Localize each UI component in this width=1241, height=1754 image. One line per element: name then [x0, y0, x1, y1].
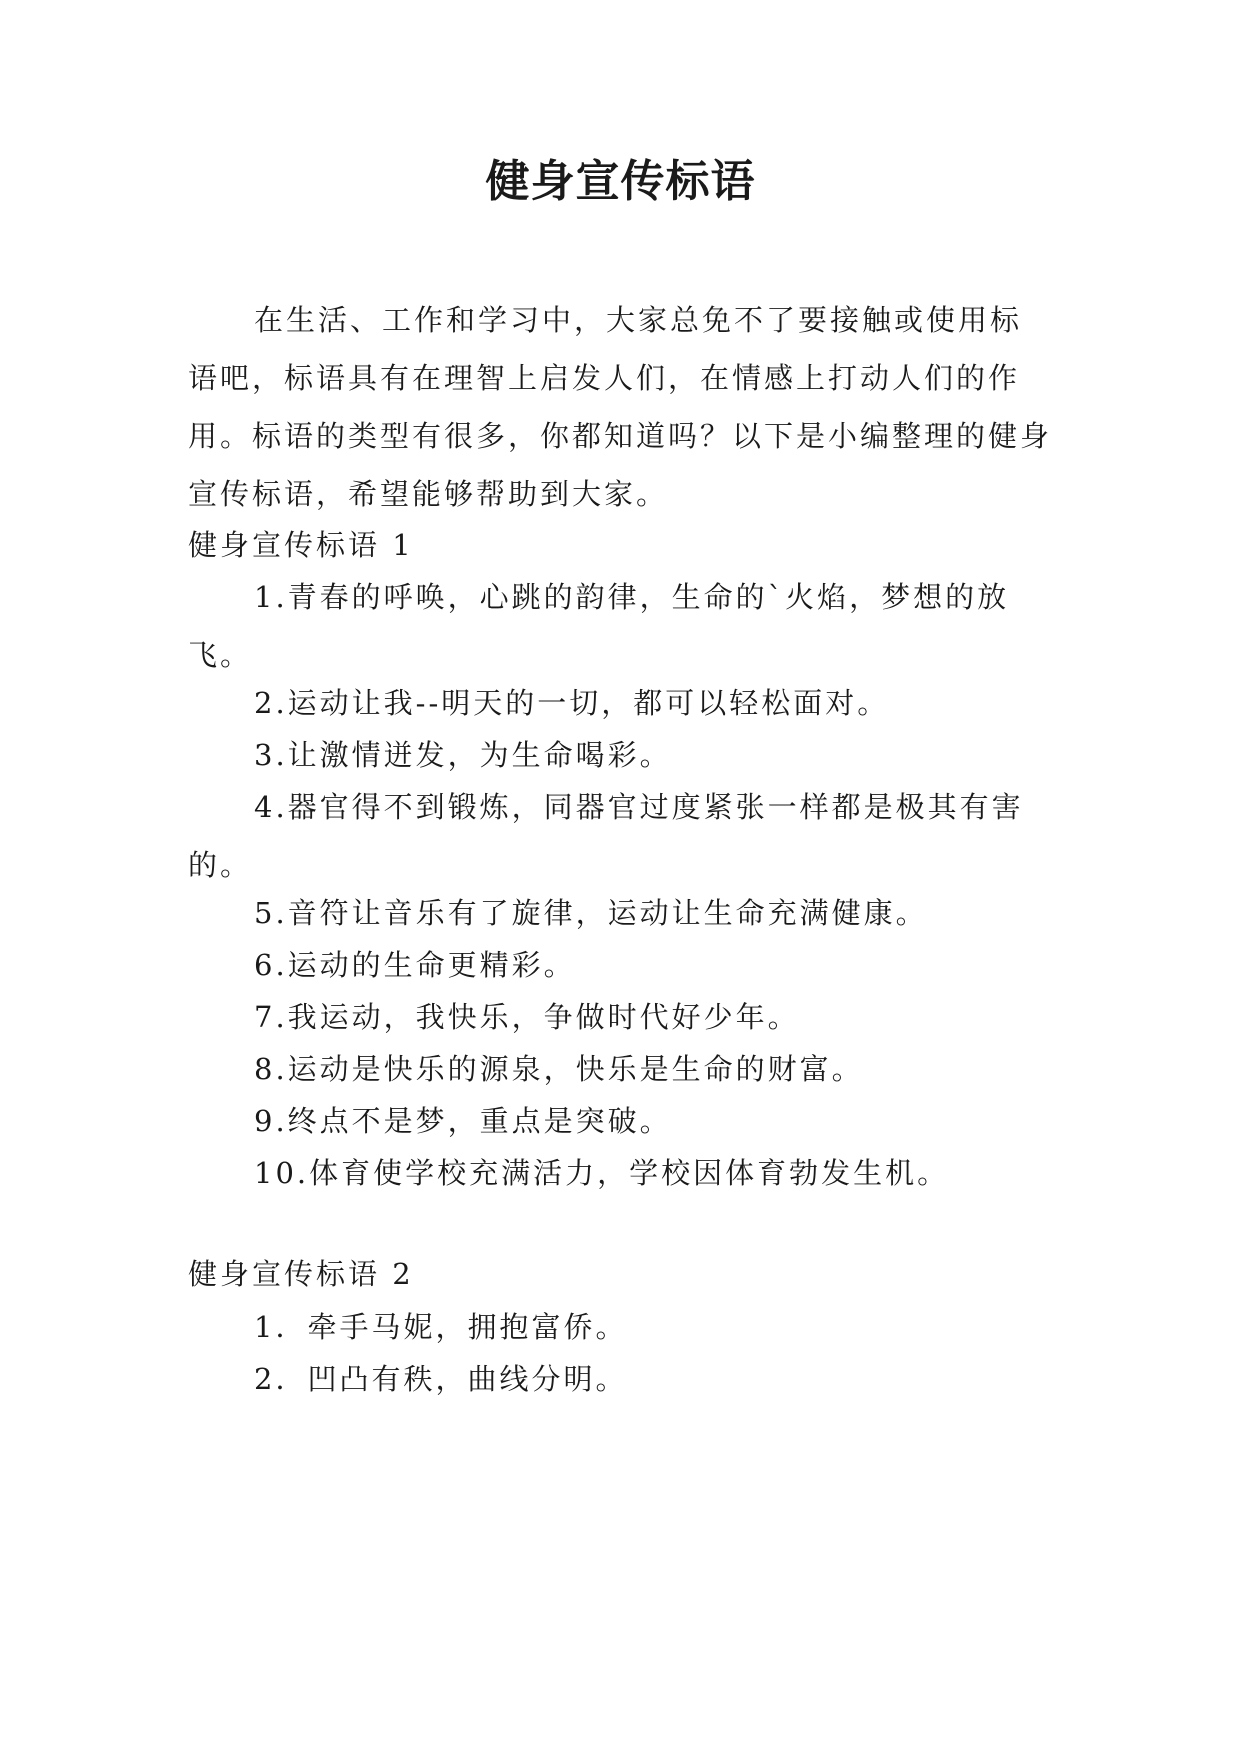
list-item: 1.青春的呼唤，心跳的韵律，生命的`火焰，梦想的放飞。	[188, 580, 1010, 672]
list-item: 10.体育使学校充满活力，学校因体育勃发生机。	[254, 1156, 950, 1190]
list-item: 3.让激情迸发，为生命喝彩。	[254, 738, 672, 772]
section-heading-1: 健身宣传标语 1	[188, 528, 414, 562]
list-item: 9.终点不是梦，重点是突破。	[254, 1104, 672, 1138]
list-item: 4.器官得不到锻炼，同器官过度紧张一样都是极其有害的。	[188, 790, 1024, 882]
list-item: 8.运动是快乐的源泉，快乐是生命的财富。	[254, 1052, 864, 1086]
list-item: 2．凹凸有秩，曲线分明。	[254, 1362, 628, 1396]
list-item: 6.运动的生命更精彩。	[254, 948, 576, 982]
list-item: 1．牵手马妮，拥抱富侨。	[254, 1310, 628, 1344]
list-item: 2.运动让我--明天的一切，都可以轻松面对。	[254, 686, 890, 720]
intro-paragraph: 在生活、工作和学习中，大家总免不了要接触或使用标语吧，标语具有在理智上启发人们，在情感上打动人们的作用。标语的类型有很多，你都知道吗？以下是小编整理的健身宣传标语，希望能够帮助到大家。	[188, 303, 1053, 511]
document-title: 健身宣传标语	[485, 156, 756, 207]
section-heading-2: 健身宣传标语 2	[188, 1257, 414, 1291]
list-item: 7.我运动，我快乐，争做时代好少年。	[254, 1000, 800, 1034]
list-item: 5.音符让音乐有了旋律，运动让生命充满健康。	[254, 896, 928, 930]
